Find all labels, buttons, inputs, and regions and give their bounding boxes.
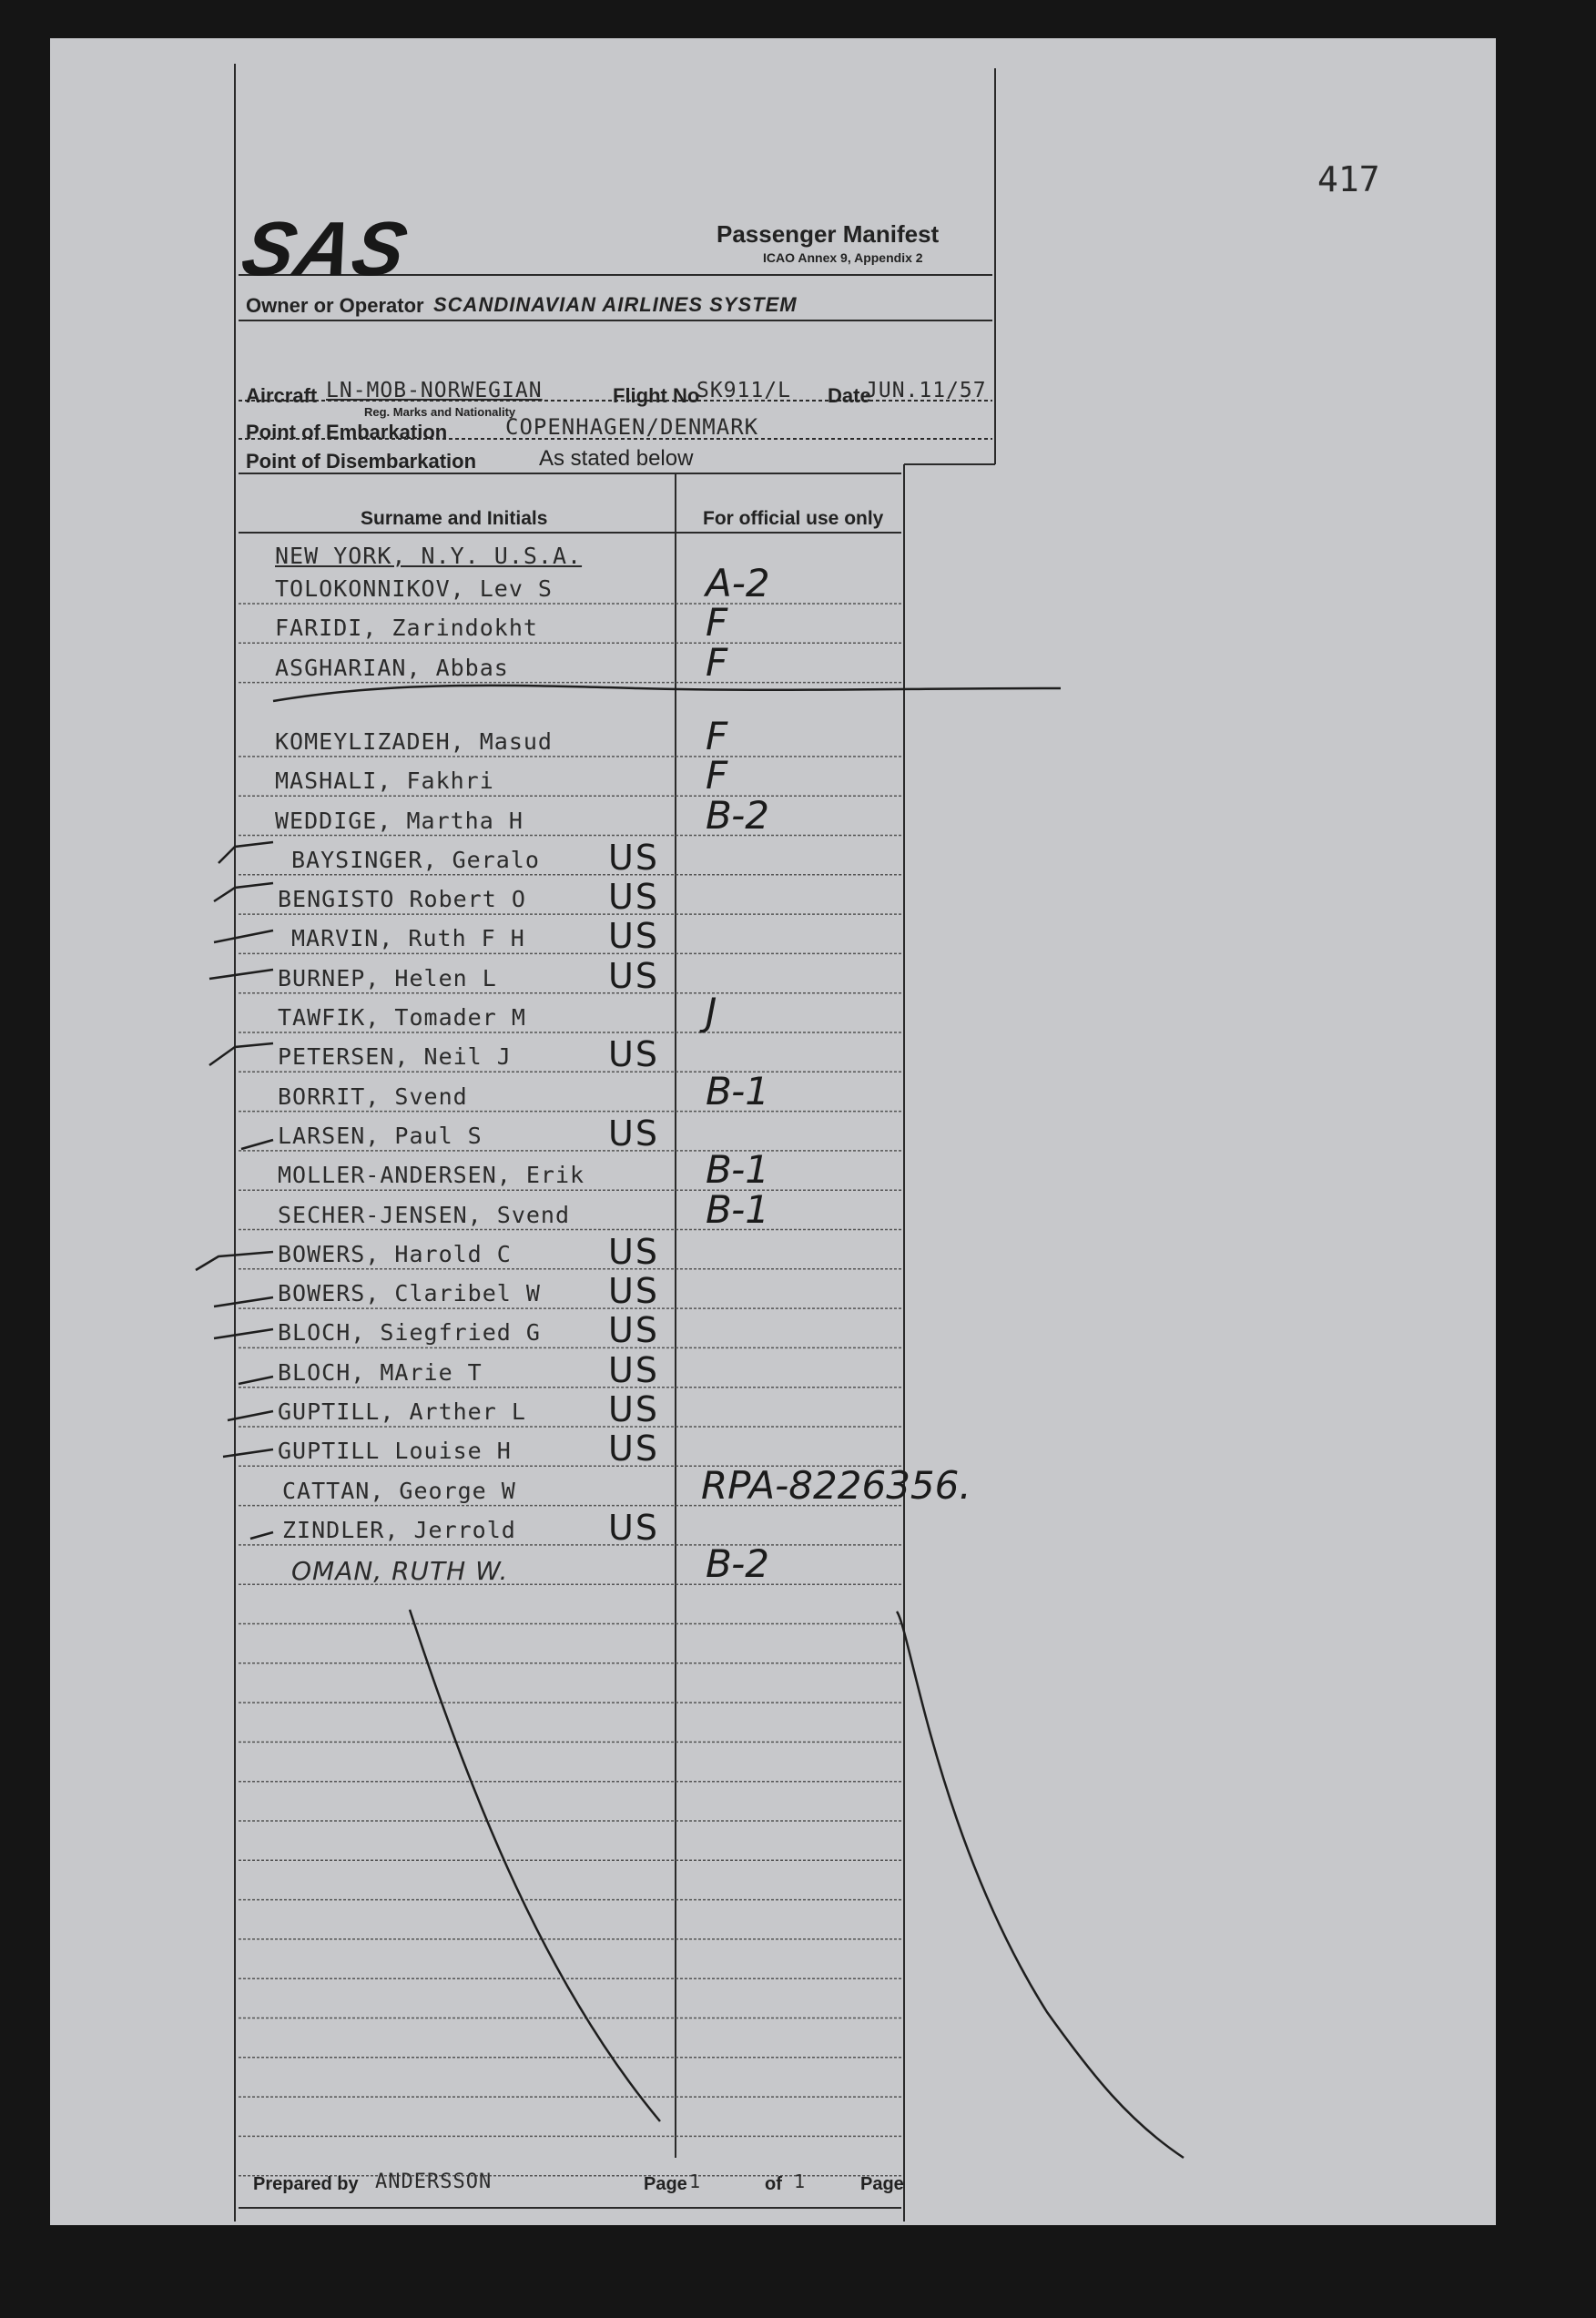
passenger-nationality: US	[608, 1034, 659, 1075]
passenger-name: LARSEN, Paul S	[278, 1122, 483, 1149]
passenger-name: KOMEYLIZADEH, Masud	[275, 727, 553, 755]
passenger-name: WEDDIGE, Martha H	[275, 807, 524, 834]
passenger-nationality: US	[608, 1428, 659, 1469]
flight-label: Flight No	[613, 384, 700, 407]
passenger-nationality: US	[608, 1113, 659, 1154]
sas-logo: SAS	[235, 206, 416, 291]
passenger-name: BLOCH, Siegfried G	[278, 1319, 541, 1347]
passenger-name: BLOCH, MArie T	[278, 1358, 483, 1386]
passenger-official-code: A-2	[706, 561, 770, 605]
passenger-nationality: US	[608, 877, 659, 918]
passenger-name: ZINDLER, Jerrold	[282, 1516, 516, 1543]
column-header-official: For official use only	[703, 508, 884, 529]
prepared-by-label: Prepared by	[253, 2174, 359, 2194]
passenger-name: MASHALI, Fakhri	[275, 768, 494, 795]
passenger-official-code: F	[706, 600, 728, 646]
passenger-name: MARVIN, Ruth F H	[291, 925, 525, 952]
date-value: JUN.11/57	[865, 379, 987, 402]
passenger-name: BURNEP, Helen L	[278, 964, 497, 991]
of-value: 1	[794, 2171, 807, 2192]
date-label: Date	[828, 384, 871, 407]
passenger-nationality: US	[608, 1349, 659, 1390]
prepared-by-value: ANDERSSON	[375, 2171, 493, 2193]
owner-label: Owner or Operator	[246, 294, 424, 317]
passenger-official-code: J	[706, 990, 717, 1034]
passenger-official-code: B-2	[706, 1541, 769, 1587]
passenger-name: FARIDI, Zarindokht	[275, 615, 538, 642]
aircraft-value: LN-MOB-NORWEGIAN	[326, 379, 543, 402]
passenger-official-code: RPA-8226356.	[701, 1462, 971, 1508]
embarkation-value: COPENHAGEN/DENMARK	[505, 414, 759, 440]
passenger-nationality: US	[608, 837, 659, 878]
column-header-name: Surname and Initials	[361, 508, 548, 529]
passenger-name: ASGHARIAN, Abbas	[275, 654, 509, 681]
passenger-name: OMAN, RUTH W.	[291, 1556, 509, 1587]
passenger-nationality: US	[608, 1271, 659, 1312]
passenger-name: GUPTILL, Arther L	[278, 1398, 526, 1425]
passenger-name: CATTAN, George W	[282, 1477, 516, 1504]
page-number: 417	[1317, 159, 1380, 199]
passenger-official-code: F	[706, 713, 728, 758]
passenger-name: BAYSINGER, Geralo	[291, 846, 540, 873]
passenger-official-code: F	[706, 639, 728, 685]
passenger-nationality: US	[608, 1231, 659, 1272]
form-subtitle: ICAO Annex 9, Appendix 2	[763, 250, 923, 265]
passenger-name: TAWFIK, Tomader M	[278, 1004, 526, 1031]
disembarkation-value: As stated below	[539, 446, 694, 471]
destination: NEW YORK, N.Y. U.S.A.	[275, 543, 583, 569]
of-label: of	[765, 2174, 782, 2194]
passenger-official-code: B-1	[706, 1186, 769, 1232]
disembarkation-label: Point of Disembarkation	[246, 450, 477, 473]
pages-label: Page	[860, 2174, 904, 2194]
passenger-official-code: B-1	[706, 1147, 769, 1193]
passenger-name: TOLOKONNIKOV, Lev S	[275, 575, 553, 602]
passenger-name: MOLLER-ANDERSEN, Erik	[278, 1162, 585, 1189]
embarkation-label: Point of Embarkation	[246, 421, 448, 443]
passenger-nationality: US	[608, 1389, 659, 1429]
aircraft-sublabel: Reg. Marks and Nationality	[364, 405, 516, 419]
flight-value: SK911/L	[696, 379, 791, 402]
passenger-name: PETERSEN, Neil J	[278, 1043, 512, 1071]
passenger-nationality: US	[608, 955, 659, 996]
passenger-nationality: US	[608, 1507, 659, 1548]
passenger-name: BENGISTO Robert O	[278, 886, 526, 913]
owner-value: SCANDINAVIAN AIRLINES SYSTEM	[433, 293, 798, 316]
passenger-official-code: F	[706, 753, 728, 798]
passenger-official-code: B-1	[706, 1068, 769, 1113]
form-title: Passenger Manifest	[717, 220, 940, 248]
passenger-name: BOWERS, Harold C	[278, 1240, 512, 1267]
page-value: 1	[689, 2171, 702, 2192]
passenger-nationality: US	[608, 916, 659, 957]
aircraft-label: Aircraft	[246, 384, 318, 407]
passenger-name: SECHER-JENSEN, Svend	[278, 1201, 571, 1228]
page-label: Page	[644, 2174, 687, 2194]
passenger-official-code: B-2	[706, 792, 769, 838]
passenger-name: BORRIT, Svend	[278, 1083, 468, 1110]
passenger-nationality: US	[608, 1310, 659, 1351]
passenger-name: GUPTILL Louise H	[278, 1438, 512, 1465]
passenger-name: BOWERS, Claribel W	[278, 1280, 541, 1307]
